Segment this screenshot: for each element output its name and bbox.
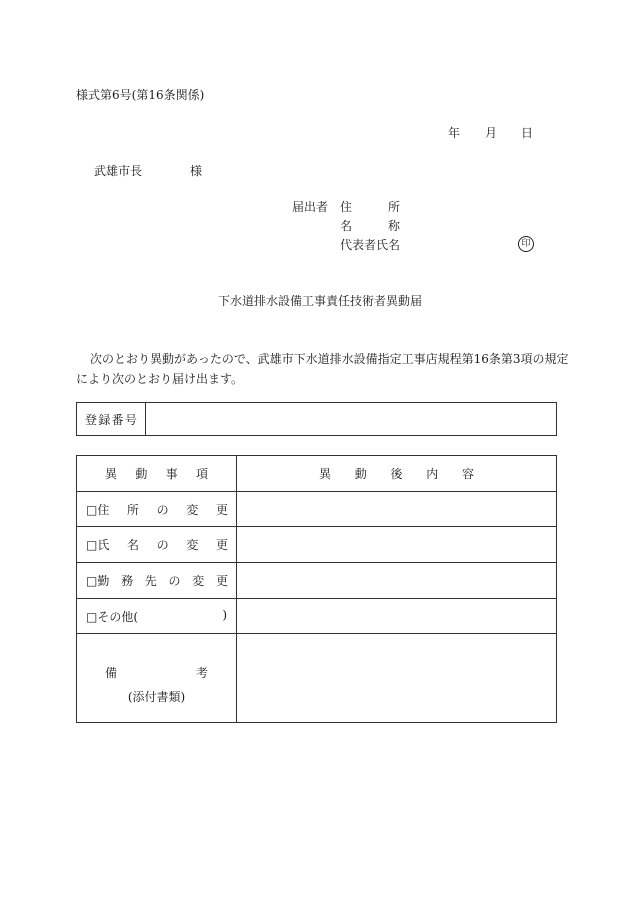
name-change-char: 更	[215, 538, 228, 552]
address-change-char: 変	[186, 502, 199, 517]
header-change-item	[77, 456, 237, 492]
seal-mark	[518, 235, 534, 252]
other-change-label: □その他(	[86, 609, 139, 624]
workplace-change-item[interactable]	[77, 563, 237, 599]
remarks-char: 考	[195, 666, 208, 680]
checkbox[interactable]: □	[86, 538, 98, 552]
date-year-label: 年	[448, 126, 461, 140]
address-change-char: 所	[127, 502, 140, 517]
table-row	[77, 563, 557, 599]
registration-label-char: 登	[85, 412, 98, 427]
body-line-2: により次のとおり届け出ます。	[76, 372, 244, 386]
registration-label-char: 番	[111, 412, 124, 427]
name-change-char: 変	[186, 538, 199, 552]
remarks-row	[77, 634, 557, 723]
checkbox[interactable]: □	[86, 609, 98, 624]
header-char: 後	[390, 467, 403, 481]
remarks-char: 備	[105, 666, 118, 680]
address-change-item[interactable]	[77, 492, 237, 527]
name-change-char: の	[156, 538, 169, 552]
registration-label-char: 録	[98, 412, 111, 427]
name-change-content-field[interactable]	[237, 527, 557, 563]
workplace-change-char: の	[168, 574, 181, 588]
workplace-change-char: 変	[192, 574, 205, 588]
workplace-change-char: 先	[144, 574, 157, 588]
date-day-label: 日	[521, 126, 534, 140]
header-change-content	[237, 456, 557, 492]
form-number: 様式第6号(第16条関係)	[76, 88, 205, 102]
seal-icon: 印	[518, 236, 534, 252]
address-label-char-1: 住	[340, 200, 353, 214]
table-row	[77, 527, 557, 563]
other-change-close: )	[222, 607, 227, 622]
workplace-change-char: 更	[215, 574, 228, 588]
header-char: 異	[319, 467, 332, 481]
address-change-char: の	[156, 502, 169, 517]
header-char: 内	[426, 467, 439, 481]
header-char: 動	[135, 467, 148, 481]
other-change-item[interactable]	[77, 599, 237, 634]
table-row	[77, 492, 557, 527]
header-char: 容	[461, 467, 474, 481]
workplace-change-char: 務	[121, 574, 134, 588]
header-char: 異	[105, 467, 118, 481]
other-change-content-field[interactable]	[237, 599, 557, 634]
registration-label-char: 号	[124, 412, 137, 427]
name-label-char-1: 名	[340, 219, 353, 233]
change-table	[76, 455, 557, 723]
registration-label	[77, 403, 146, 436]
applicant-label: 届出者	[292, 200, 329, 214]
name-change-item[interactable]	[77, 527, 237, 563]
workplace-change-content-field[interactable]	[237, 563, 557, 599]
name-change-char: □氏	[86, 538, 110, 552]
body-line-1: 次のとおり異動があったので、武雄市下水道排水設備指定工事店規程第16条第3項の規定	[90, 352, 569, 366]
registration-table	[76, 402, 557, 436]
addressee-name: 武雄市長	[94, 164, 143, 178]
name-change-char: 名	[127, 538, 140, 552]
workplace-change-char: □勤	[86, 574, 110, 588]
address-change-content-field[interactable]	[237, 492, 557, 527]
address-label-char-2: 所	[388, 200, 401, 214]
checkbox[interactable]: □	[86, 574, 98, 588]
registration-number-field[interactable]	[146, 403, 557, 436]
addressee-honorific: 様	[190, 164, 203, 178]
address-change-char: □住	[86, 502, 110, 517]
remarks-label-cell	[77, 634, 237, 723]
date-month-label: 月	[485, 126, 498, 140]
header-char: 項	[195, 467, 208, 481]
remarks-content-field[interactable]	[237, 634, 557, 723]
header-char: 事	[165, 467, 178, 481]
address-change-char: 更	[215, 502, 228, 517]
header-char: 動	[354, 467, 367, 481]
checkbox[interactable]: □	[86, 502, 98, 517]
remarks-sub-label: (添付書類)	[127, 690, 186, 704]
document-title: 下水道排水設備工事責任技術者異動届	[218, 294, 423, 308]
name-label-char-2: 称	[388, 219, 401, 233]
table-header-row	[77, 456, 557, 492]
table-row	[77, 599, 557, 634]
representative-label: 代表者氏名	[340, 238, 401, 252]
